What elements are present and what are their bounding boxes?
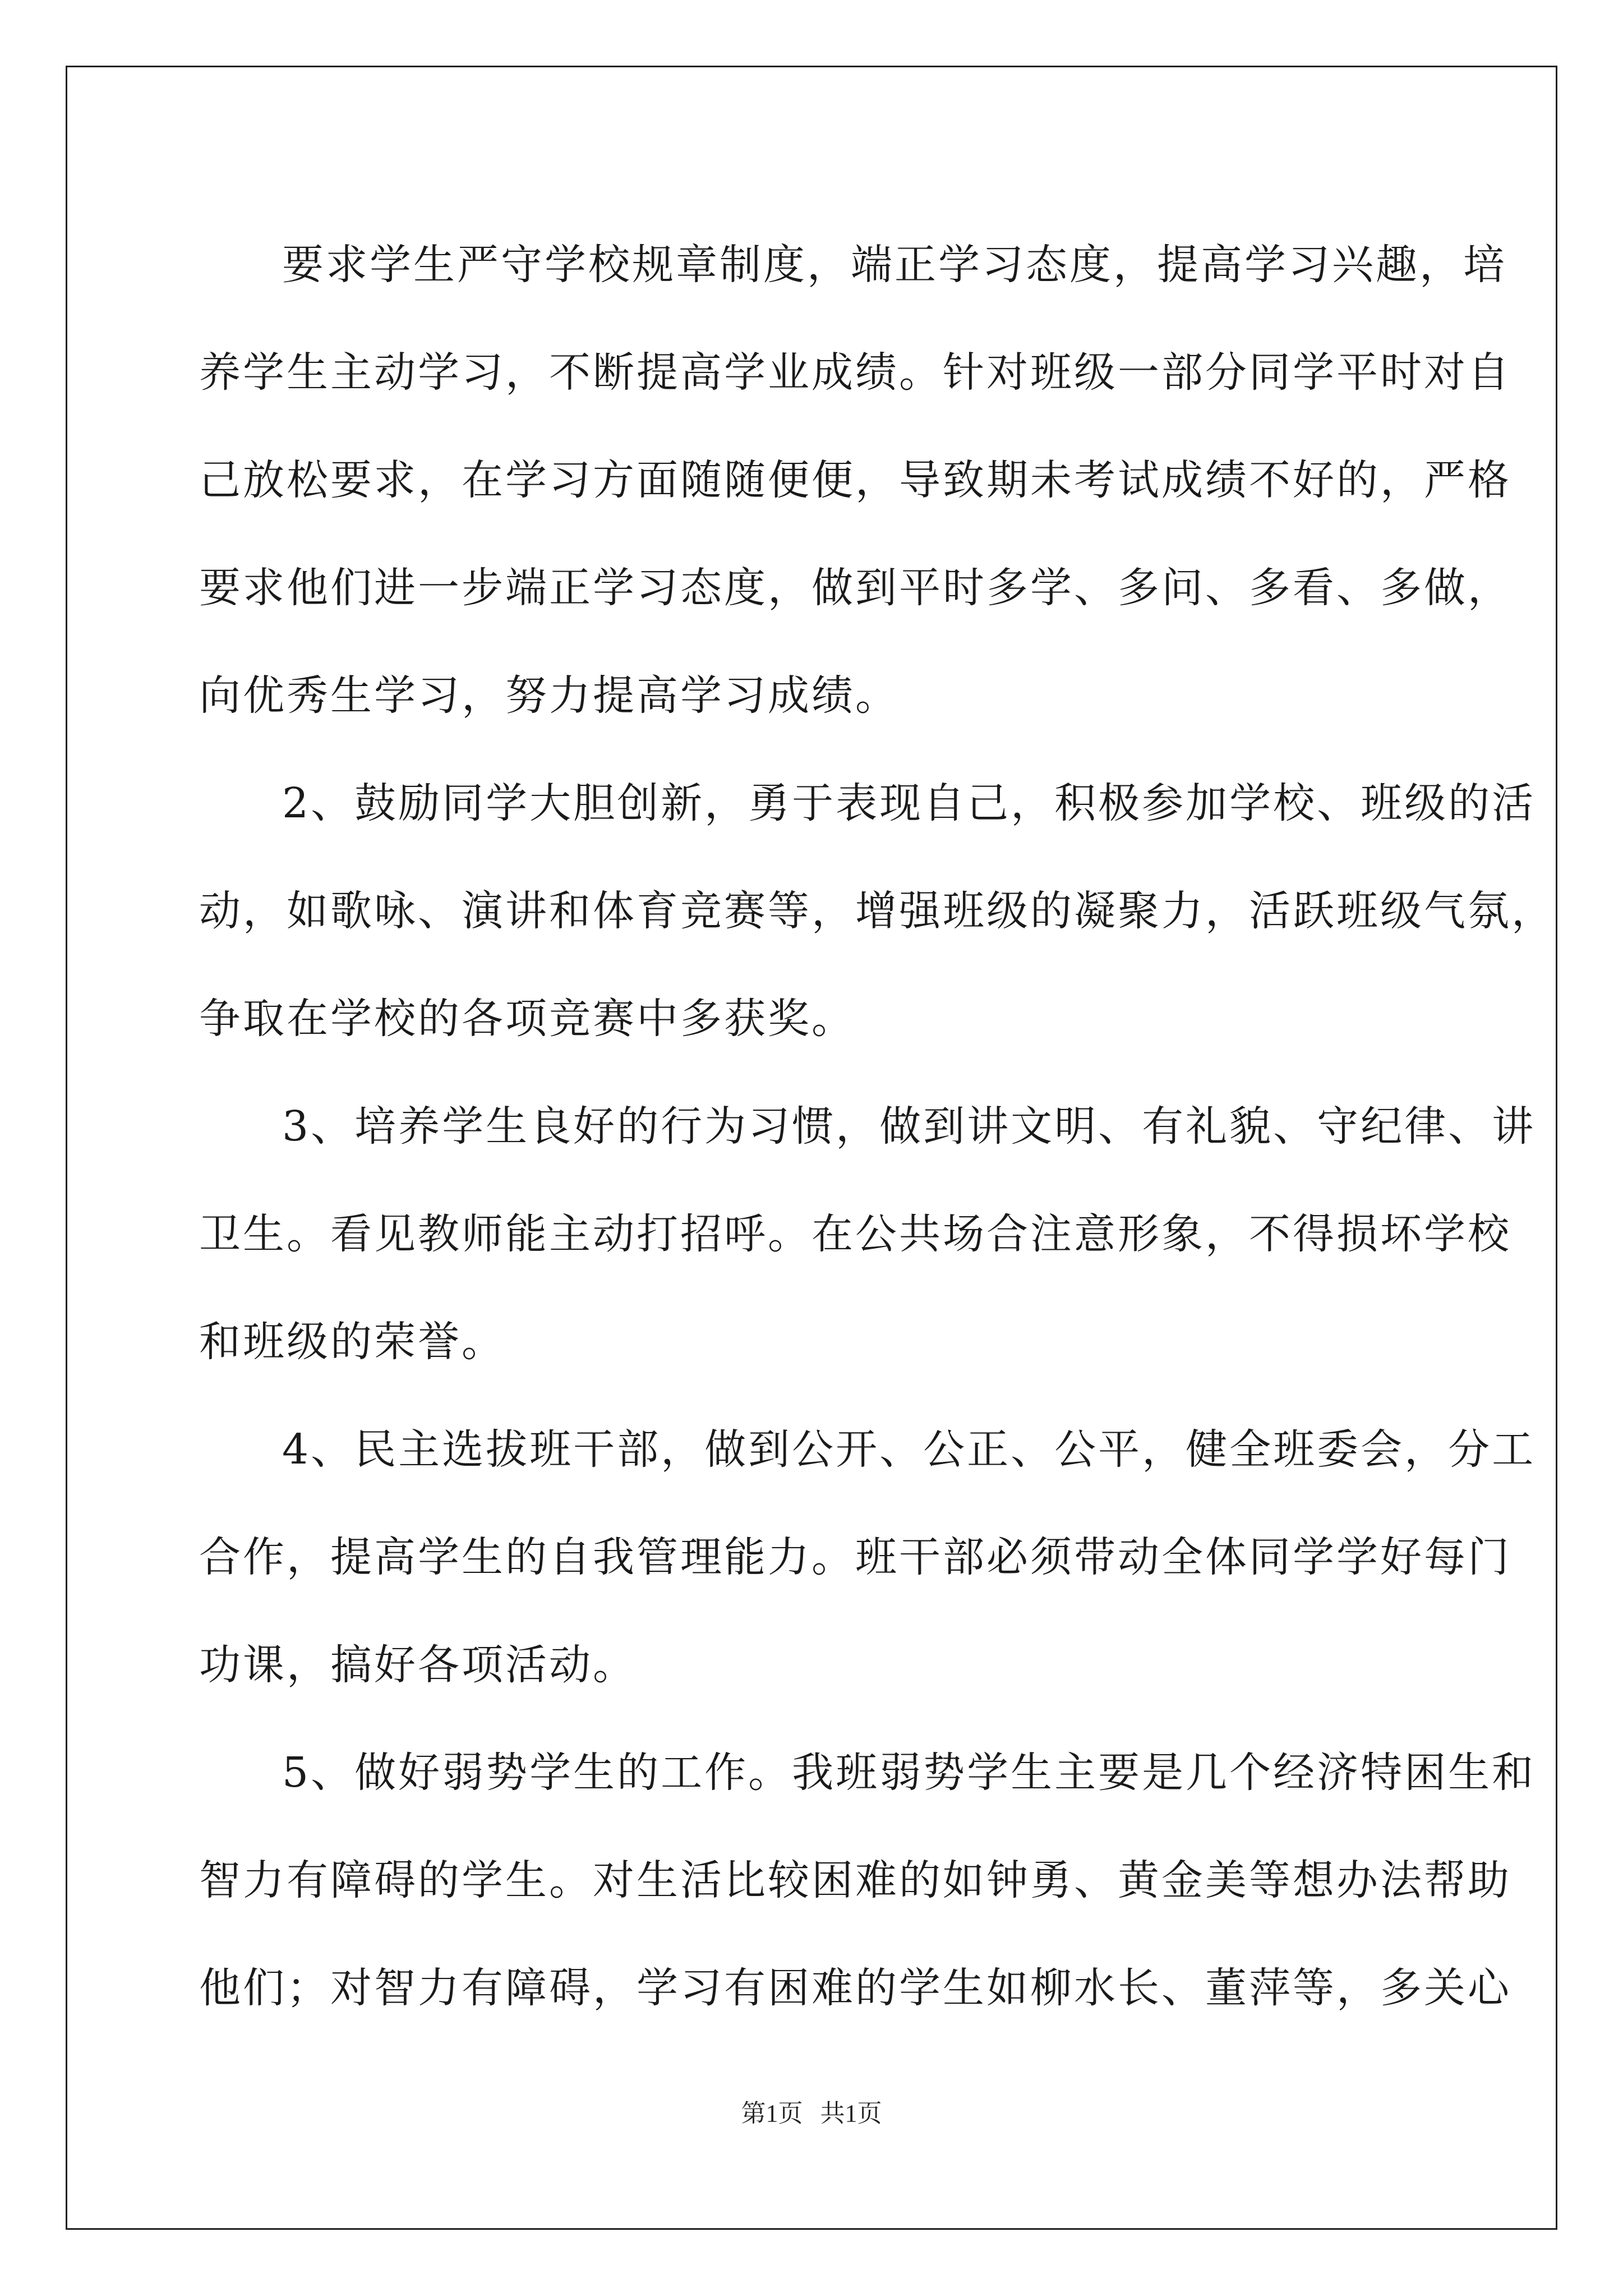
- text-line-9: 3、培养学生良好的行为习惯，做到讲文明、有礼貌、守纪律、讲: [282, 1102, 1536, 1151]
- text-line-10: 卫生。看见教师能主动打招呼。在公共场合注意形象，不得损坏学校: [199, 1210, 1511, 1258]
- text-line-1: 要求学生严守学校规章制度，端正学习态度，提高学习兴趣，培: [282, 241, 1507, 289]
- text-line-16: 智力有障碍的学生。对生活比较困难的如钟勇、黄金美等想办法帮助: [199, 1856, 1511, 1904]
- text-line-3: 己放松要求，在学习方面随随便便，导致期未考试成绩不好的，严格: [199, 456, 1511, 504]
- page-footer: [0, 2097, 1623, 2131]
- text-line-7: 动，如歌咏、演讲和体育竞赛等，增强班级的凝聚力，活跃班级气氛，: [199, 887, 1555, 935]
- text-line-2: 养学生主动学习，不断提高学业成绩。针对班级一部分同学平时对自: [199, 348, 1511, 397]
- text-line-17: 他们；对智力有障碍，学习有困难的学生如柳水长、董萍等，多关心: [199, 1964, 1511, 2012]
- page-number-current: 第1页: [741, 2100, 803, 2127]
- text-line-11: 和班级的荣誉。: [199, 1318, 505, 1366]
- text-line-8: 争取在学校的各项竞赛中多获奖。: [199, 995, 855, 1043]
- text-line-6: 2、鼓励同学大胆创新，勇于表现自己，积极参加学校、班级的活: [282, 779, 1536, 827]
- page-number-total: 共1页: [820, 2100, 882, 2127]
- text-line-12: 4、民主选拔班干部，做到公开、公正、公平，健全班委会，分工: [282, 1425, 1536, 1474]
- text-line-5: 向优秀生学习，努力提高学习成绩。: [199, 671, 899, 720]
- text-line-13: 合作，提高学生的自我管理能力。班干部必须带动全体同学学好每门: [199, 1533, 1511, 1581]
- document-body: [199, 211, 1555, 2042]
- text-line-15: 5、做好弱势学生的工作。我班弱势学生主要是几个经济特困生和: [282, 1749, 1536, 1797]
- text-line-4: 要求他们进一步端正学习态度，做到平时多学、多问、多看、多做，: [199, 564, 1511, 612]
- text-line-14: 功课，搞好各项活动。: [199, 1641, 637, 1689]
